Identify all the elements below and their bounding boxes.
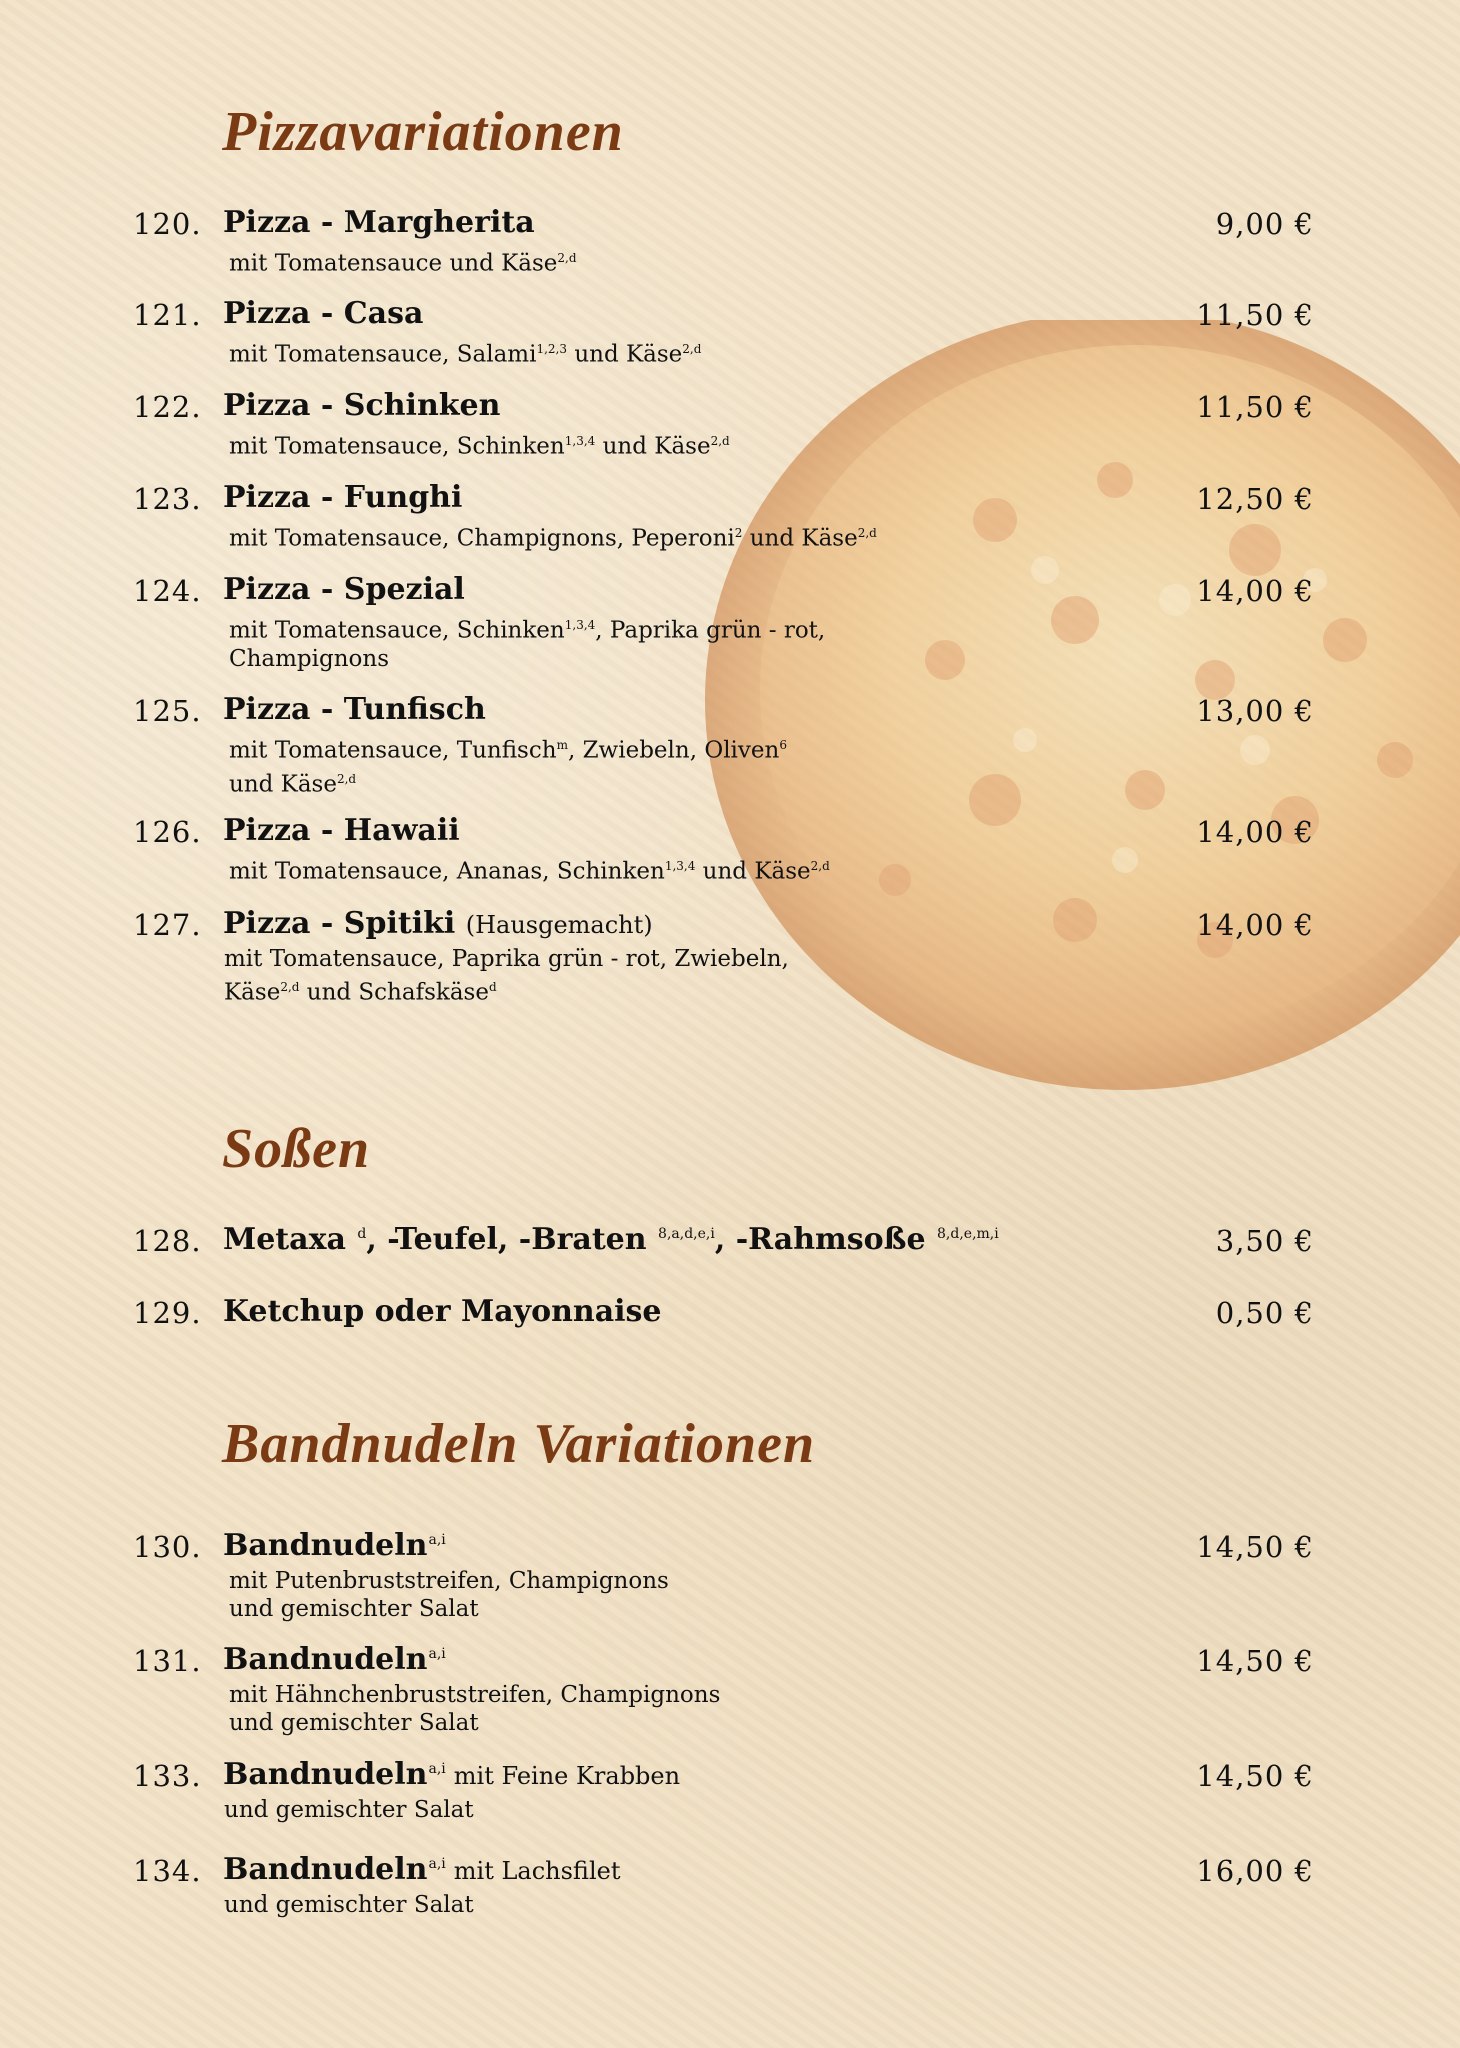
item-number: 124. — [133, 574, 202, 608]
item-name: Ketchup oder Mayonnaise — [223, 1294, 662, 1329]
item-description: mit Tomatensauce, Paprika grün - rot, Zwiebeln, Käse$^{2,d}$ und Schafskäse$^d$ — [224, 946, 789, 1006]
item-number: 127. — [133, 908, 202, 942]
item-number: 128. — [133, 1224, 202, 1258]
item-price: 12,50 € — [1196, 482, 1314, 516]
section-title-pasta: Bandnudeln Variationen — [222, 1413, 816, 1475]
item-description: mit Tomatensauce, Tunfisch$^m$, Zwiebeln, Oliven$^6$ und Käse$^{2,d}$ — [229, 737, 787, 798]
item-name: Bandnudeln$^{a,i}$ — [223, 1642, 446, 1677]
item-description: mit Tomatensauce und Käse$^{2,d}$ — [229, 250, 577, 277]
item-price: 9,00 € — [1215, 207, 1314, 241]
item-name: Pizza - Spitiki (Hausgemacht) — [223, 906, 653, 941]
item-description: mit Putenbruststreifen, Champignons und gemischter Salat — [229, 1568, 669, 1622]
item-description: mit Hähnchenbruststreifen, Champignons und gemischter Salat — [229, 1682, 721, 1736]
item-price: 3,50 € — [1215, 1224, 1314, 1258]
item-name: Pizza - Schinken — [223, 388, 501, 423]
item-name: Pizza - Tunfisch — [223, 692, 486, 727]
item-description: mit Tomatensauce, Salami$^{1,2,3}$ und Käse$^{2,d}$ — [229, 341, 702, 368]
item-name: Pizza - Margherita — [223, 205, 535, 240]
item-name: Pizza - Spezial — [223, 572, 465, 607]
item-description: und gemischter Salat — [224, 1892, 474, 1918]
item-note: (Hausgemacht) — [465, 911, 653, 939]
item-price: 14,50 € — [1196, 1530, 1314, 1564]
item-price: 13,00 € — [1196, 694, 1314, 728]
item-name: Bandnudeln$^{a,i}$ — [223, 1528, 446, 1563]
item-name: Pizza - Hawaii — [223, 813, 460, 848]
item-number: 133. — [133, 1759, 202, 1793]
item-number: 131. — [133, 1644, 202, 1678]
item-price: 11,50 € — [1196, 298, 1314, 332]
item-price: 14,50 € — [1196, 1759, 1314, 1793]
section-title-pizza: Pizzavariationen — [222, 101, 624, 163]
item-number: 126. — [133, 815, 202, 849]
item-number: 125. — [133, 694, 202, 728]
item-description: mit Tomatensauce, Schinken$^{1,3,4}$, Paprika grün - rot, Champignons — [229, 617, 826, 672]
item-description: mit Tomatensauce, Champignons, Peperoni$^2$ und Käse$^{2,d}$ — [229, 525, 877, 552]
item-name: Metaxa $^d$, -Teufel, -Braten $^{8,a,d,e,i}$, -Rahmsoße $^{8,d,e,m,i}$ — [223, 1222, 999, 1257]
item-price: 14,50 € — [1196, 1644, 1314, 1678]
item-price: 16,00 € — [1196, 1854, 1314, 1888]
item-price: 14,00 € — [1196, 574, 1314, 608]
item-price: 0,50 € — [1215, 1296, 1314, 1330]
item-price: 11,50 € — [1196, 390, 1314, 424]
item-number: 130. — [133, 1530, 202, 1564]
item-name: Pizza - Funghi — [223, 480, 463, 515]
item-number: 121. — [133, 298, 202, 332]
item-name: Bandnudeln$^{a,i}$ mit Feine Krabben — [223, 1757, 681, 1792]
item-description: mit Tomatensauce, Ananas, Schinken$^{1,3,4}$ und Käse$^{2,d}$ — [229, 858, 830, 885]
item-description: mit Tomatensauce, Schinken$^{1,3,4}$ und Käse$^{2,d}$ — [229, 433, 730, 460]
item-name: Bandnudeln$^{a,i}$ mit Lachsfilet — [223, 1852, 621, 1887]
item-number: 129. — [133, 1296, 202, 1330]
item-number: 134. — [133, 1854, 202, 1888]
item-number: 123. — [133, 482, 202, 516]
item-number: 122. — [133, 390, 202, 424]
item-price: 14,00 € — [1196, 908, 1314, 942]
item-name: Pizza - Casa — [223, 296, 424, 331]
item-price: 14,00 € — [1196, 815, 1314, 849]
item-description: und gemischter Salat — [224, 1797, 474, 1823]
section-title-sauces: Soßen — [222, 1118, 371, 1180]
item-number: 120. — [133, 207, 202, 241]
